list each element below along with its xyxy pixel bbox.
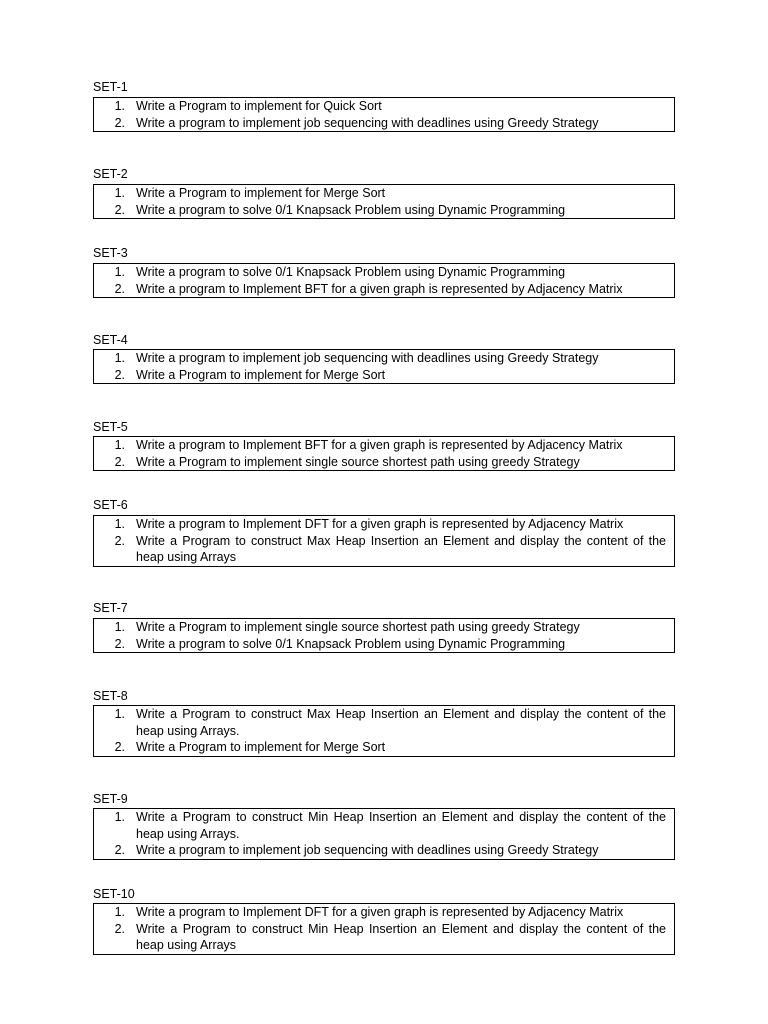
item-number: 1. (114, 905, 125, 919)
list-item (94, 350, 674, 367)
question-box (93, 436, 675, 471)
list-item (94, 281, 674, 298)
set-title: SET-2 (93, 167, 128, 181)
item-text: Write a Program to construct Min Heap Insertion an Element and display the content of the heap using Arrays. (136, 810, 666, 841)
item-text: Write a Program to implement single source shortest path using greedy Strategy (136, 454, 580, 469)
item-number: 1. (114, 265, 125, 279)
item-text: Write a program to solve 0/1 Knapsack Problem using Dynamic Programming (136, 202, 566, 217)
list-item (94, 264, 674, 281)
list-item (94, 636, 674, 653)
list-item (94, 921, 674, 954)
list-item (94, 367, 674, 384)
item-text: Write a Program to implement single source shortest path using greedy Strategy (136, 620, 580, 634)
item-number: 2. (114, 533, 125, 548)
question-box (93, 903, 675, 955)
question-box (93, 705, 675, 757)
item-number: 1. (114, 810, 125, 824)
item-number: 2. (114, 202, 125, 217)
item-number: 2. (114, 921, 125, 936)
question-box (93, 184, 675, 219)
set-title: SET-7 (93, 601, 128, 615)
list-item (94, 115, 674, 132)
question-box (93, 808, 675, 860)
item-text: Write a program to Implement DFT for a given graph is represented by Adjacency Matrix (136, 517, 624, 531)
question-box (93, 349, 675, 384)
item-text: Write a Program to implement for Merge Sort (136, 186, 386, 200)
item-number: 1. (114, 707, 125, 721)
list-item (94, 619, 674, 636)
item-text: Write a Program to implement for Merge Sort (136, 740, 386, 754)
item-text: Write a program to implement job sequencing with deadlines using Greedy Strategy (136, 115, 599, 130)
item-text: Write a Program to implement for Merge Sort (136, 367, 386, 382)
set-title: SET-10 (93, 887, 135, 901)
item-number: 1. (114, 517, 125, 531)
item-text: Write a program to Implement DFT for a given graph is represented by Adjacency Matrix (136, 905, 624, 919)
item-number: 2. (114, 636, 125, 651)
list-item (94, 185, 674, 202)
item-number: 2. (114, 740, 125, 754)
item-number: 1. (114, 186, 125, 200)
list-item (94, 533, 674, 566)
list-item (94, 809, 674, 842)
item-number: 1. (114, 620, 125, 634)
list-item (94, 904, 674, 921)
item-text: Write a program to Implement BFT for a given graph is represented by Adjacency Matrix (136, 281, 623, 296)
item-text: Write a Program to construct Min Heap Insertion an Element and display the content of the heap using Arrays (136, 921, 666, 952)
set-title: SET-4 (93, 333, 128, 347)
item-text: Write a program to implement job sequencing with deadlines using Greedy Strategy (136, 843, 599, 857)
item-text: Write a program to implement job sequencing with deadlines using Greedy Strategy (136, 351, 599, 365)
item-text: Write a program to Implement BFT for a given graph is represented by Adjacency Matrix (136, 438, 623, 452)
list-item (94, 706, 674, 739)
set-title: SET-6 (93, 498, 128, 512)
item-number: 1. (114, 351, 125, 365)
set-title: SET-8 (93, 689, 128, 703)
list-item (94, 739, 674, 756)
question-box (93, 97, 675, 132)
item-text: Write a Program to implement for Quick Sort (136, 99, 382, 113)
list-item (94, 516, 674, 533)
item-text: Write a Program to construct Max Heap Insertion an Element and display the content of the heap using Arrays (136, 533, 666, 564)
item-number: 2. (114, 454, 125, 469)
list-item (94, 202, 674, 219)
set-title: SET-5 (93, 420, 128, 434)
set-title: SET-9 (93, 792, 128, 806)
list-item (94, 454, 674, 471)
item-number: 2. (114, 843, 125, 857)
item-text: Write a program to solve 0/1 Knapsack Problem using Dynamic Programming (136, 636, 566, 651)
list-item (94, 98, 674, 115)
set-title: SET-1 (93, 80, 128, 94)
list-item (94, 437, 674, 454)
item-number: 1. (114, 99, 125, 113)
item-number: 2. (114, 115, 125, 130)
item-number: 1. (114, 438, 125, 452)
item-text: Write a Program to construct Max Heap Insertion an Element and display the content of the heap using Arrays. (136, 707, 666, 738)
question-box (93, 618, 675, 653)
item-text: Write a program to solve 0/1 Knapsack Problem using Dynamic Programming (136, 265, 566, 279)
question-box (93, 263, 675, 298)
item-number: 2. (114, 281, 125, 296)
item-number: 2. (114, 367, 125, 382)
list-item (94, 842, 674, 859)
set-title: SET-3 (93, 246, 128, 260)
question-box (93, 515, 675, 567)
